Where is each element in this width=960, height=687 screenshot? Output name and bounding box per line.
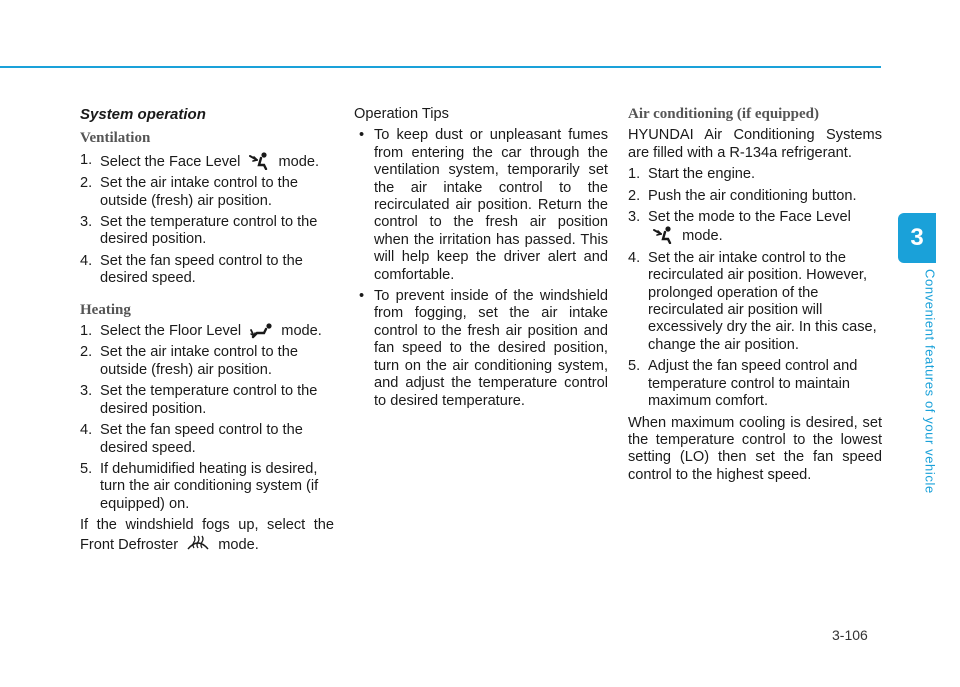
column-operation-tips	[354, 106, 608, 414]
list-item: 3. Set the temperature control to the desired position.	[80, 383, 318, 417]
defroster-note: If the windshield fogs up, select the Front Defroster mode.	[80, 517, 334, 553]
column-system-operation	[80, 106, 334, 554]
ventilation-title: Ventilation	[80, 130, 151, 147]
list-item: 1. Select the Floor Level mode.	[80, 323, 322, 340]
list-item: 3. Set the temperature control to the desired position.	[80, 214, 318, 248]
floor-level-icon	[249, 323, 273, 339]
face-level-icon	[652, 226, 674, 244]
heating-title: Heating	[80, 301, 131, 318]
chapter-label	[918, 266, 942, 496]
list-item: 2. Set the air intake control to the outside (fresh) air position.	[80, 344, 298, 378]
list-item: 1. Select the Face Level mode.	[80, 151, 320, 170]
face-level-icon	[248, 152, 270, 170]
list-item: 1. Start the engine.	[628, 166, 756, 183]
list-item: 4. Set the fan speed control to the desired speed.	[80, 252, 303, 287]
list-item: 2. Set the air intake control to the outside (fresh) air position.	[80, 175, 298, 209]
ac-intro: HYUNDAI Air Conditioning Systems are filled with a R-134a refrigerant.	[628, 127, 882, 161]
ac-title: Air conditioning (if equipped)	[628, 106, 820, 122]
chapter-number: 3	[910, 224, 924, 251]
tips-list	[354, 127, 608, 410]
list-item: 5. If dehumidified heating is desired, turn the air conditioning system (if equipped) on.	[80, 460, 319, 512]
front-defroster-icon	[186, 535, 210, 553]
list-item: 5. Adjust the fan speed control and temperature control to maintain maximum comfort.	[628, 358, 858, 410]
list-item: 3. Set the mode to the Face Level mode.	[628, 209, 851, 245]
column-air-conditioning	[628, 106, 882, 484]
ac-steps	[628, 166, 882, 410]
page-number: 3-106	[832, 627, 868, 643]
chapter-tab	[898, 213, 936, 263]
chapter-title: Convenient features of your vehicle	[922, 268, 938, 494]
section-title: System operation	[80, 106, 206, 123]
header-rule	[0, 66, 881, 68]
ventilation-steps	[80, 152, 334, 288]
list-item: 2. Push the air conditioning button.	[628, 187, 857, 204]
list-item: 4. Set the air intake control to the recirculated air position. However, prolonged operation of the recirculated air position will excessively dry the air. In this case, change the air position.	[628, 249, 877, 353]
list-item: • To prevent inside of the windshield from fogging, set the air intake control to the fresh air position and fan speed to the desired position, turn on the air conditioning system, and adjust the temperature control to desired temperature.	[359, 288, 608, 409]
tips-title: Operation Tips	[354, 106, 449, 122]
ac-outro: When maximum cooling is desired, set the temperature control to the lowest setting (LO) then set the fan speed control to the highest speed.	[628, 414, 882, 483]
heating-steps	[80, 323, 334, 513]
list-item: • To keep dust or unpleasant fumes from entering the car through the ventilation system, temporarily set the air intake control to the recirculated air position. Return the control to the fresh air position when the irritation has passed. This will help keep the driver alert and comfortable.	[359, 127, 608, 283]
list-item: 4. Set the fan speed control to the desired speed.	[80, 422, 303, 456]
